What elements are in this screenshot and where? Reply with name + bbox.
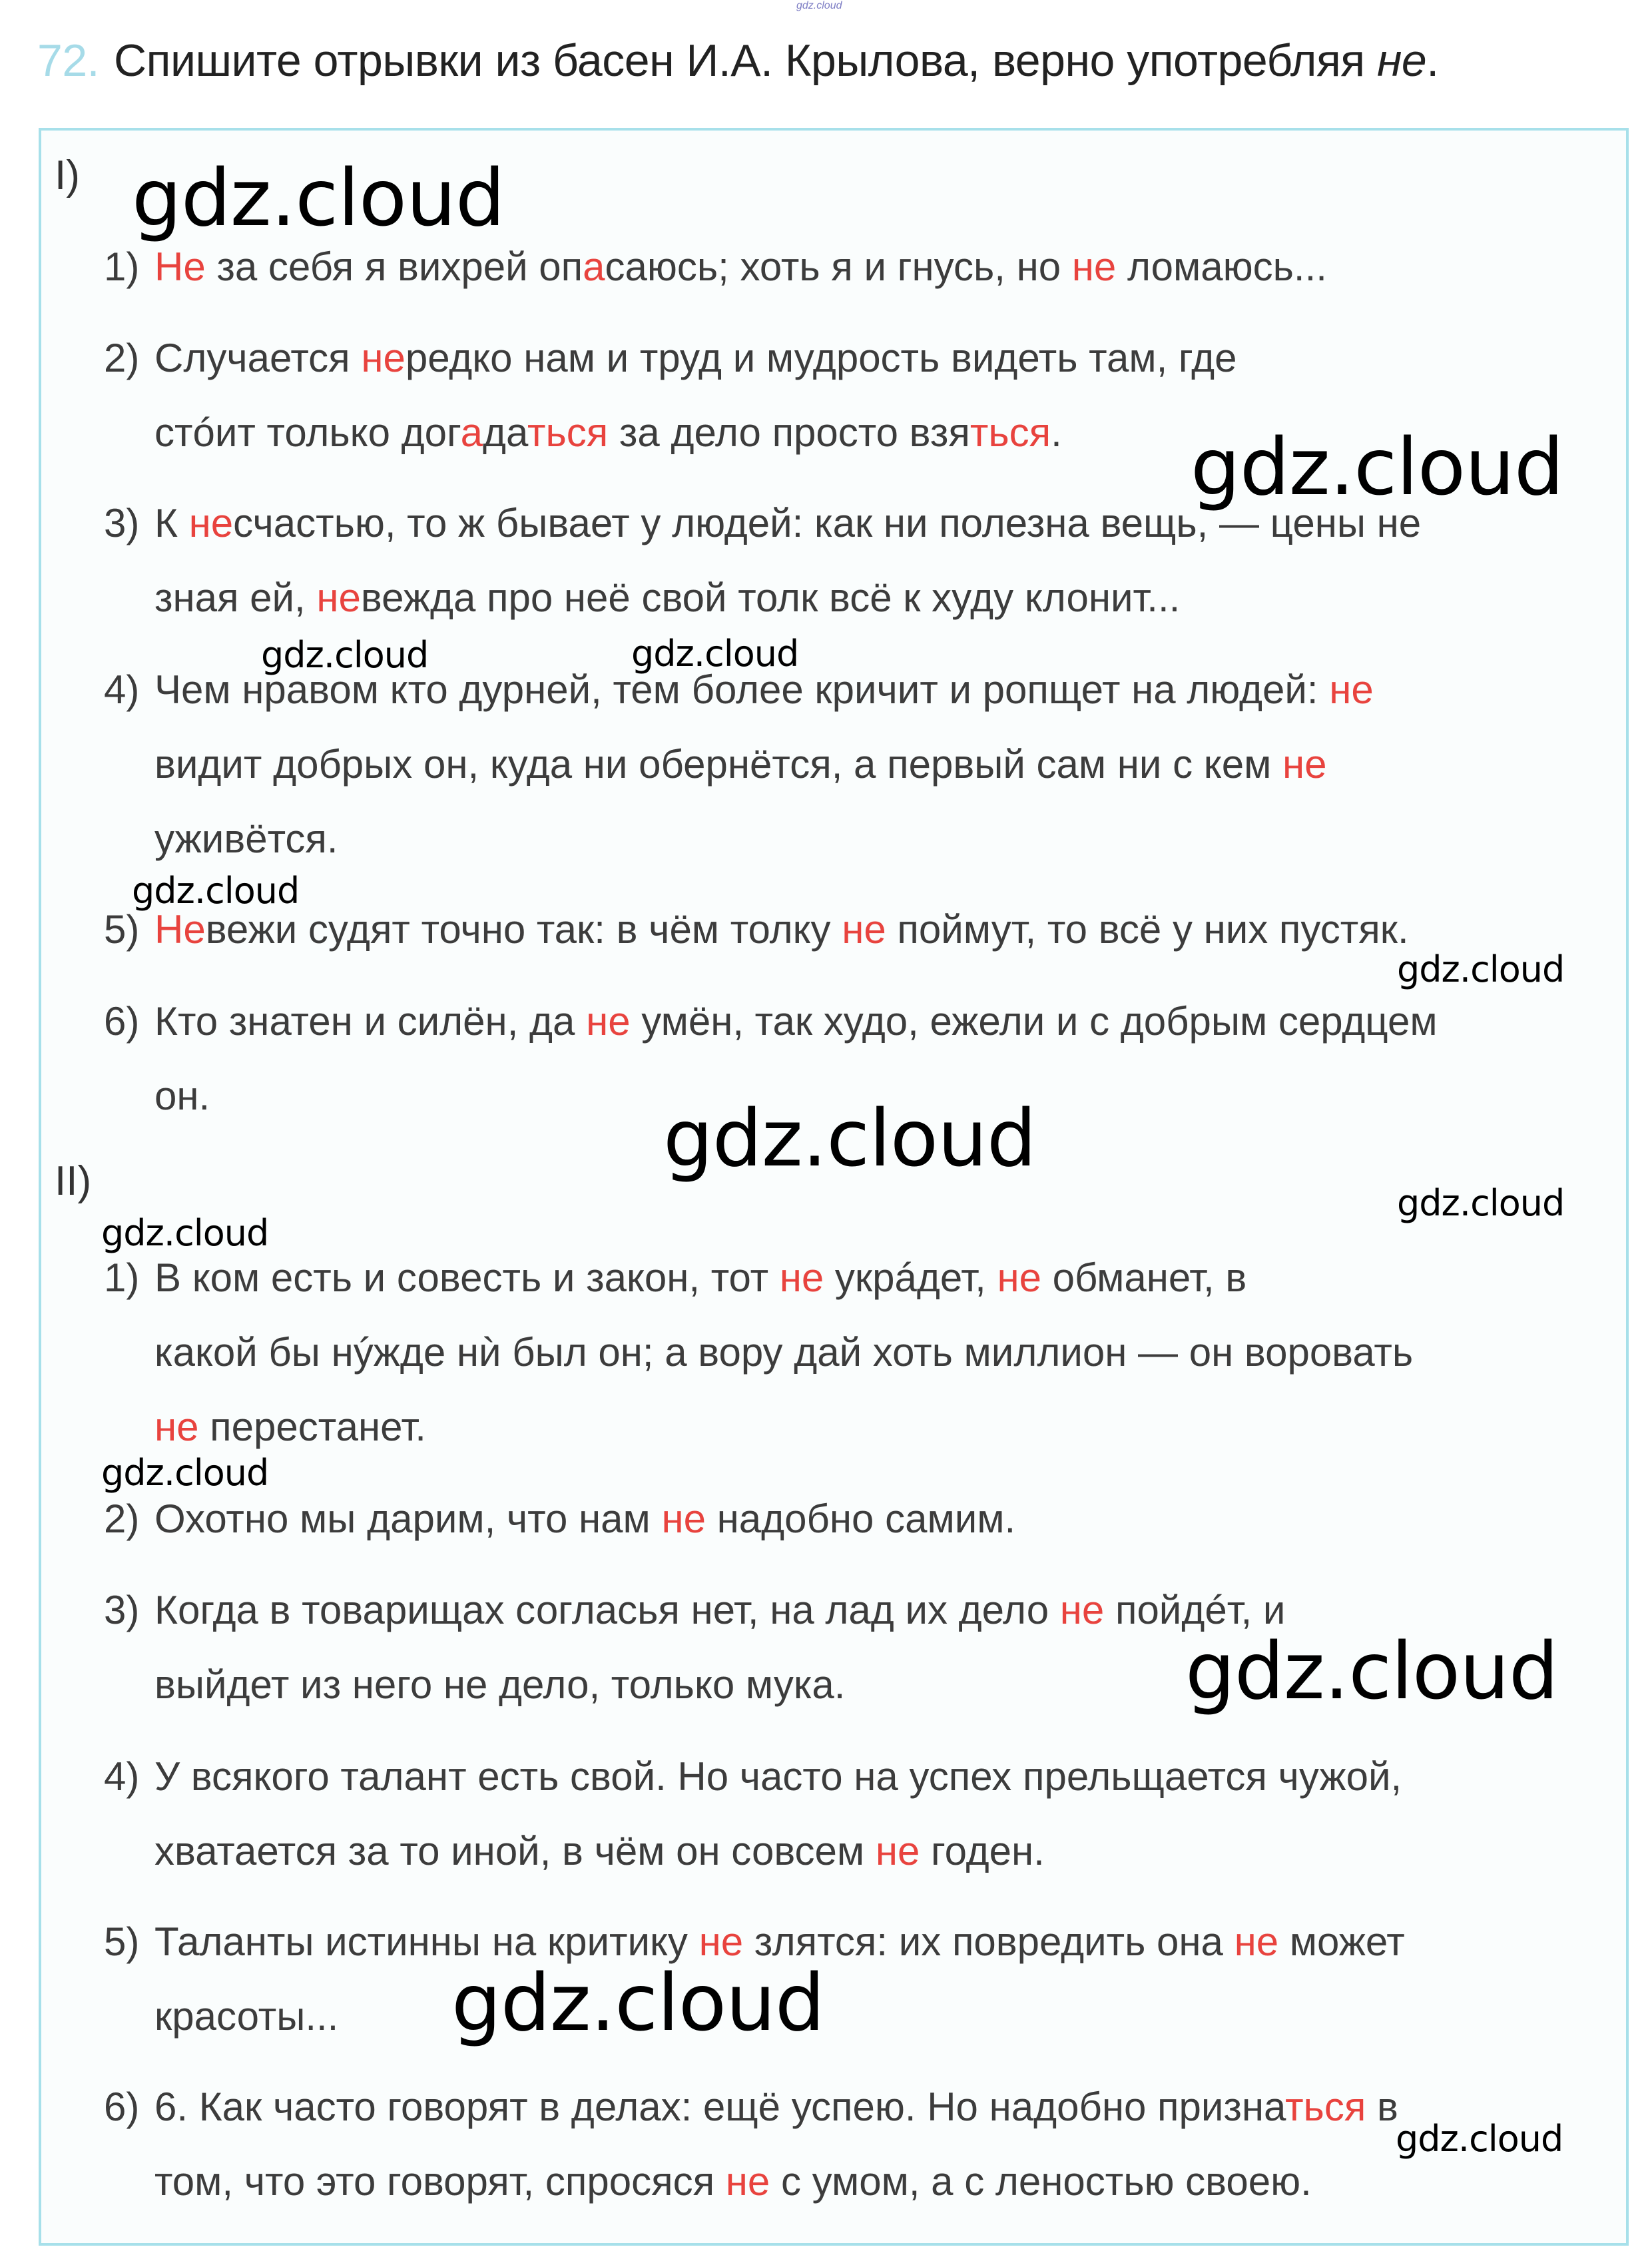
item-line xyxy=(104,727,1595,802)
highlighted-text: ться xyxy=(969,410,1051,455)
item-text: Кто знатен и силён, да xyxy=(154,999,587,1044)
highlighted-text: не xyxy=(1282,742,1327,787)
item-2-4 xyxy=(104,1740,1595,1889)
item-text: злятся: их повредить она xyxy=(743,1919,1235,1964)
item-text: саюсь; хоть я и гнусь, но xyxy=(605,244,1072,289)
item-line xyxy=(104,321,1595,396)
item-text: перестанет. xyxy=(198,1405,426,1449)
item-number: 1) xyxy=(104,1255,140,1300)
item-text: 6. Как часто говорят в делах: ещё успею. Но надобно призна xyxy=(154,2085,1286,2129)
item-line xyxy=(104,1241,1595,1315)
item-text: Случается xyxy=(154,336,362,380)
watermark: gdz.cloud xyxy=(132,870,300,912)
watermark: gdz.cloud xyxy=(101,1452,269,1494)
highlighted-text: не xyxy=(725,2159,770,2204)
item-line xyxy=(104,984,1595,1059)
highlighted-text: Не xyxy=(154,244,206,289)
highlighted-text: ться xyxy=(527,410,609,455)
watermark: gdz.cloud xyxy=(101,1212,269,1254)
watermark: gdz.cloud xyxy=(1397,948,1565,990)
highlighted-text: не xyxy=(361,336,406,380)
item-text: за себя я вихрей оп xyxy=(205,244,583,289)
item-text: Охотно мы дарим, что нам xyxy=(154,1496,662,1541)
highlighted-text: не xyxy=(842,907,886,952)
highlighted-text: не xyxy=(1234,1919,1279,1964)
watermark: gdz.cloud xyxy=(1396,2118,1563,2160)
item-text: красоты... xyxy=(154,1994,339,2039)
item-text: укрáдет, xyxy=(824,1255,997,1300)
item-line xyxy=(104,892,1595,967)
item-number: 3) xyxy=(104,501,140,545)
item-2-6 xyxy=(104,2070,1595,2219)
item-number: 5) xyxy=(104,1919,140,1964)
item-text: выйдет из него не дело, только мука. xyxy=(154,1662,846,1707)
highlighted-text: ться xyxy=(1285,2085,1366,2129)
highlighted-text: не xyxy=(1071,244,1117,289)
watermark: gdz.cloud xyxy=(451,1957,824,2049)
item-text: У всякого талант есть свой. Но часто на успех прельщается чужой, xyxy=(154,1754,1402,1799)
item-text: Таланты истинны на критику xyxy=(154,1919,699,1964)
highlighted-text: не xyxy=(698,1919,744,1964)
task-end: . xyxy=(1426,35,1439,86)
item-text: ломаюсь... xyxy=(1116,244,1327,289)
item-line xyxy=(104,561,1595,635)
item-number: 5) xyxy=(104,907,140,952)
item-text: годен. xyxy=(920,1829,1045,1873)
highlighted-text: не xyxy=(586,999,631,1044)
item-text: какой бы нýжде нѝ был он; а вору дай хоть миллион — он воровать xyxy=(154,1330,1414,1375)
watermark: gdz.cloud xyxy=(1397,1182,1565,1224)
section-label-1: I) xyxy=(55,153,80,198)
item-text: счастью, то ж бывает у людей: как ни полезна вещь, — цены не xyxy=(233,501,1422,545)
highlighted-text: не xyxy=(1329,667,1374,712)
item-2-5 xyxy=(104,1905,1595,2054)
item-text: с умом, а с леностью своею. xyxy=(770,2159,1312,2204)
item-line xyxy=(104,1905,1595,1979)
item-line xyxy=(104,1979,1595,2054)
highlighted-text: не xyxy=(875,1829,920,1873)
item-text: стóит только дог xyxy=(154,410,461,455)
item-text: том, что это говорят, спросяся xyxy=(154,2159,726,2204)
highlighted-text: а xyxy=(460,410,483,455)
item-number: 6) xyxy=(104,999,140,1044)
highlighted-text: не xyxy=(661,1496,706,1541)
highlighted-text: не xyxy=(997,1255,1041,1300)
item-text: зная ей, xyxy=(154,575,317,620)
item-text: Когда в товарищах согласья нет, на лад их дело xyxy=(154,1588,1060,1632)
item-number: 2) xyxy=(104,1496,140,1541)
item-text: обманет, в xyxy=(1041,1255,1247,1300)
watermark: gdz.cloud xyxy=(631,633,799,675)
highlighted-text: не xyxy=(188,501,234,545)
item-1-5 xyxy=(104,892,1595,967)
task-emphasis: не xyxy=(1376,35,1427,86)
item-text: редко нам и труд и мудрость видеть там, где xyxy=(405,336,1237,380)
item-line xyxy=(104,802,1595,876)
item-2-1 xyxy=(104,1241,1595,1464)
highlighted-text: не xyxy=(154,1405,199,1449)
item-text: в xyxy=(1366,2085,1398,2129)
item-line xyxy=(104,1740,1595,1814)
item-text: видит добрых он, куда ни обернётся, а первый сам ни с кем xyxy=(154,742,1283,787)
item-text: пойдéт, и xyxy=(1104,1588,1286,1632)
item-number: 4) xyxy=(104,1754,140,1799)
item-text: К xyxy=(154,501,189,545)
item-line xyxy=(104,1482,1595,1556)
item-text: умён, так худо, ежели и с добрым сердцем xyxy=(630,999,1438,1044)
item-text: за дело просто взя xyxy=(608,410,970,455)
item-text: да xyxy=(482,410,527,455)
header-watermark: gdz.cloud xyxy=(796,0,842,11)
item-text: вежи судят точно так: в чём толку xyxy=(205,907,842,952)
highlighted-text: Не xyxy=(154,907,206,952)
highlighted-text: не xyxy=(1059,1588,1105,1632)
item-text: Чем нравом кто дурней, тем более кричит и ропщет на людей: xyxy=(154,667,1330,712)
item-number: 6) xyxy=(104,2085,140,2129)
item-line xyxy=(104,2144,1595,2219)
item-text: вежда про неё свой толк всё к худу клонит... xyxy=(360,575,1181,620)
highlighted-text: а xyxy=(583,244,605,289)
item-text: В ком есть и совесть и закон, тот xyxy=(154,1255,780,1300)
item-number: 2) xyxy=(104,336,140,380)
item-2-2 xyxy=(104,1482,1595,1556)
item-line xyxy=(104,1814,1595,1889)
item-number: 1) xyxy=(104,244,140,289)
item-line xyxy=(104,1390,1595,1464)
item-text: хватается за то иной, в чём он совсем xyxy=(154,1829,876,1873)
item-number: 3) xyxy=(104,1588,140,1632)
task-text: Спишите отрывки из басен И.А. Крылова, верно употребляя xyxy=(114,35,1377,86)
item-number: 4) xyxy=(104,667,140,712)
watermark: gdz.cloud xyxy=(261,634,429,676)
task-title xyxy=(37,35,1439,87)
highlighted-text: не xyxy=(779,1255,824,1300)
item-text: . xyxy=(1051,410,1062,455)
item-text: поймут, то всё у них пустяк. xyxy=(886,907,1409,952)
watermark: gdz.cloud xyxy=(1191,421,1563,513)
section-label-2: II) xyxy=(55,1158,92,1204)
item-text: надобно самим. xyxy=(705,1496,1016,1541)
task-number: 72. xyxy=(37,35,100,86)
item-line xyxy=(104,1315,1595,1390)
watermark: gdz.cloud xyxy=(1185,1625,1558,1717)
watermark: gdz.cloud xyxy=(663,1092,1036,1184)
watermark: gdz.cloud xyxy=(132,152,505,244)
item-text: он. xyxy=(154,1074,210,1118)
item-line xyxy=(104,2070,1595,2144)
item-1-4 xyxy=(104,653,1595,876)
item-text: может xyxy=(1278,1919,1405,1964)
item-text: уживётся. xyxy=(154,816,338,861)
highlighted-text: не xyxy=(316,575,361,620)
